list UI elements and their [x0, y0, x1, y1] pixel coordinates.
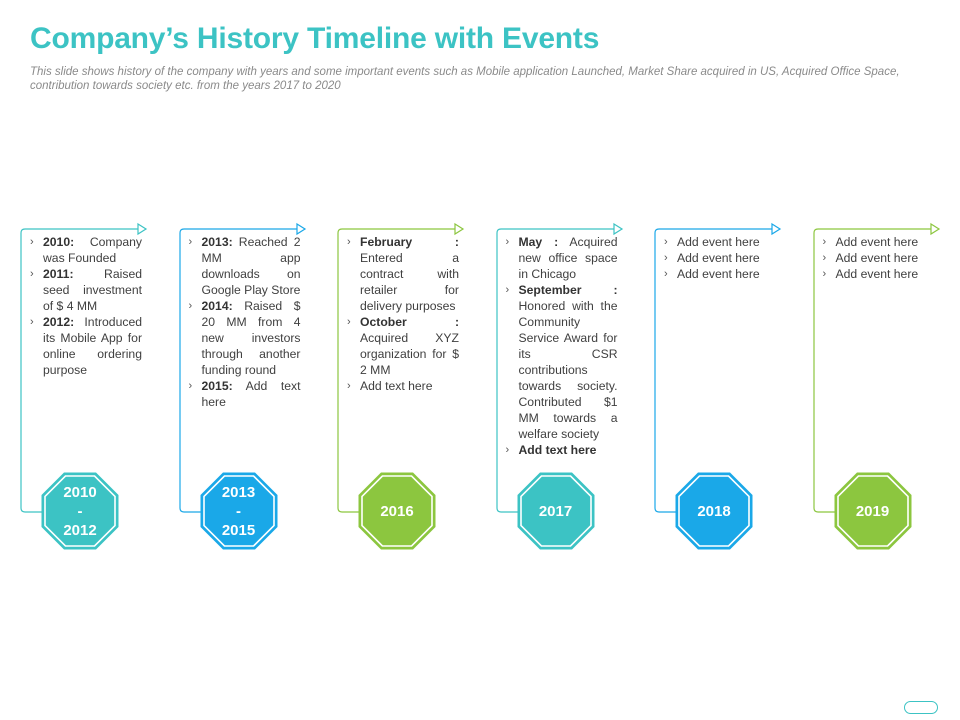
year-label: 2016	[380, 502, 414, 520]
year-badge	[517, 472, 595, 550]
arrow-right-icon	[931, 224, 939, 234]
chevron-right-icon: ›	[505, 444, 510, 456]
event-text: Add event here	[835, 267, 919, 281]
timeline-column	[813, 222, 960, 552]
event-text: Add text here	[201, 379, 301, 409]
event-item	[189, 298, 301, 378]
event-label: 2010:	[43, 235, 75, 249]
event-list	[30, 234, 142, 378]
timeline-column	[20, 222, 170, 552]
event-text: Add event here	[677, 235, 760, 249]
chevron-right-icon: ›	[30, 236, 34, 248]
year-badge	[675, 472, 753, 550]
event-item	[506, 234, 618, 282]
chevron-right-icon: ›	[188, 300, 193, 312]
arrow-right-icon	[614, 224, 622, 234]
chevron-right-icon: ›	[505, 284, 510, 296]
event-text: Add text here	[360, 379, 433, 393]
slide-number-pill	[904, 701, 938, 714]
year-badge	[834, 472, 912, 550]
event-label: 2011:	[43, 267, 74, 281]
chevron-right-icon: ›	[822, 236, 827, 248]
event-label: October :	[360, 315, 459, 329]
event-item	[189, 378, 301, 410]
year-label: 2010 - 2012	[63, 483, 97, 539]
arrow-right-icon	[297, 224, 305, 234]
event-label: September :	[518, 283, 618, 297]
event-item	[664, 250, 776, 266]
event-label: 2014:	[201, 299, 233, 313]
event-text: Introduced its Mobile App for online ordering purpose	[43, 315, 142, 377]
event-label: 2015:	[201, 379, 233, 393]
event-text: Company was Founded	[43, 235, 142, 265]
chevron-right-icon: ›	[822, 252, 827, 264]
event-text: Raised $ 20 MM from 4 new investors through another funding round	[201, 299, 301, 377]
timeline-column	[179, 222, 329, 552]
year-label: 2013 - 2015	[221, 483, 256, 539]
chevron-right-icon: ›	[505, 236, 510, 248]
event-item	[823, 266, 935, 282]
timeline-column	[337, 222, 487, 552]
chevron-right-icon: ›	[188, 236, 193, 248]
event-item	[347, 234, 459, 314]
event-item	[664, 234, 776, 250]
chevron-right-icon: ›	[664, 268, 668, 280]
event-item	[30, 314, 142, 378]
timeline-column	[654, 222, 804, 552]
event-list	[347, 234, 459, 394]
chevron-right-icon: ›	[30, 268, 34, 280]
chevron-right-icon: ›	[347, 380, 351, 392]
event-item	[664, 266, 776, 282]
year-badge	[358, 472, 436, 550]
year-label: 2019	[855, 502, 890, 520]
event-text: Add event here	[677, 267, 760, 281]
event-item	[506, 442, 618, 458]
event-label: February :	[360, 235, 459, 249]
event-text: Add event here	[835, 235, 919, 249]
year-label: 2017	[538, 502, 573, 520]
event-item	[823, 250, 935, 266]
slide-title: Company’s History Timeline with Events	[30, 22, 600, 55]
chevron-right-icon: ›	[347, 316, 351, 328]
event-text: Raised seed investment of $ 4 MM	[43, 267, 142, 313]
event-text: Add event here	[677, 251, 760, 265]
event-list	[664, 234, 776, 282]
chevron-right-icon: ›	[347, 236, 351, 248]
year-label: 2018	[697, 502, 731, 520]
chevron-right-icon: ›	[664, 252, 668, 264]
event-list	[823, 234, 935, 282]
event-list	[189, 234, 301, 410]
event-label: Add text here	[518, 443, 597, 457]
slide-subtitle: This slide shows history of the company with years and some important events such as Mobile application Launched, Market Share acquired in US, Acquired Office Space, contribution towards society etc. from the years 2017 to 2020	[30, 66, 900, 92]
event-text: Reached 2 MM app downloads on Google Play Store	[201, 235, 301, 297]
year-badge	[41, 472, 119, 550]
event-item	[347, 314, 459, 378]
arrow-right-icon	[138, 224, 146, 234]
event-list	[506, 234, 618, 458]
arrow-right-icon	[772, 224, 780, 234]
year-badge	[200, 472, 278, 550]
chevron-right-icon: ›	[188, 380, 193, 392]
chevron-right-icon: ›	[30, 316, 34, 328]
event-text: Entered a contract with retailer for delivery purposes	[360, 251, 459, 313]
event-text: Acquired new office space in Chicago	[518, 235, 618, 281]
chevron-right-icon: ›	[822, 268, 827, 280]
event-text: Acquired XYZ organization for $ 2 MM	[360, 331, 459, 377]
timeline-column	[496, 222, 646, 552]
event-text: Add event here	[835, 251, 919, 265]
event-label: 2012:	[43, 315, 75, 329]
event-item	[823, 234, 935, 250]
event-text: Honored with the Community Service Award for its CSR contributions towards society. Contributed $1 MM towards a welfare society	[518, 299, 618, 441]
event-item	[30, 266, 142, 314]
event-label: May :	[518, 235, 559, 249]
event-label: 2013:	[201, 235, 233, 249]
event-item	[347, 378, 459, 394]
event-item	[506, 282, 618, 442]
chevron-right-icon: ›	[664, 236, 668, 248]
event-item	[189, 234, 301, 298]
arrow-right-icon	[455, 224, 463, 234]
event-item	[30, 234, 142, 266]
